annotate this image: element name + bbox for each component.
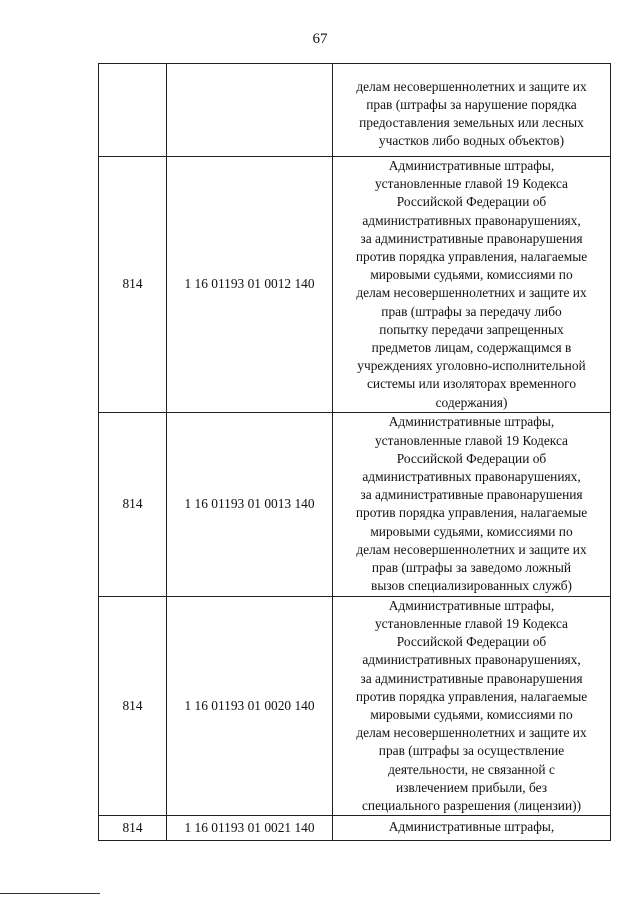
- description-cell: [333, 816, 611, 841]
- description-line: Административные штрафы,: [388, 597, 555, 613]
- description-line: установленные главой 19 Кодекса: [374, 176, 569, 192]
- description-line: прав (штрафы за заведомо ложный: [371, 559, 572, 575]
- description-line: прав (штрафы за нарушение порядка: [366, 96, 577, 112]
- description-line: против порядка управления, налагаемые: [355, 688, 588, 704]
- description-line: против порядка управления, налагаемые: [355, 505, 588, 521]
- description-line: Административные штрафы,: [388, 158, 555, 173]
- description-line: делам несовершеннолетних и защите их: [356, 285, 587, 301]
- description-line: извлечением прибыли, без: [395, 779, 548, 795]
- description-line: административных правонарушениях,: [362, 212, 581, 228]
- description-cell: [333, 412, 611, 596]
- description-line: вызов специализированных служб): [371, 578, 572, 594]
- table-row: [99, 412, 611, 596]
- description-line: участков либо водных объектов): [378, 133, 565, 149]
- table-row: [99, 596, 611, 815]
- budget-code-cell: [167, 64, 333, 157]
- description-line: специального разрешения (лицензии)): [361, 798, 582, 814]
- description-line: мировыми судьями, комиссиями по: [370, 523, 573, 539]
- admin-code-cell: 814: [99, 596, 167, 815]
- page-number: 67: [312, 31, 328, 47]
- budget-code-cell: 1 16 01193 01 0020 140: [167, 596, 333, 815]
- description-line: административных правонарушениях,: [362, 652, 581, 668]
- description-line: предметов лицам, содержащимся в: [371, 340, 572, 356]
- description-line: деятельности, не связанной с: [388, 761, 555, 777]
- description-line: Административные штрафы,: [388, 414, 555, 430]
- admin-code-cell: 814: [99, 157, 167, 413]
- admin-code-cell: [99, 64, 167, 157]
- description-line: Российской Федерации об: [396, 634, 547, 650]
- budget-codes-table: [98, 63, 611, 841]
- description-line: прав (штрафы за осуществление: [378, 743, 565, 759]
- admin-code-cell: 814: [99, 412, 167, 596]
- description-line: учреждениях уголовно-исполнительной: [357, 358, 586, 374]
- description-line: административных правонарушениях,: [362, 468, 581, 484]
- description-line: установленные главой 19 Кодекса: [374, 616, 569, 632]
- description-line: делам несовершеннолетних и защите их: [356, 541, 587, 557]
- description-line: за административные правонарушения: [360, 487, 583, 503]
- budget-code-cell: 1 16 01193 01 0021 140: [167, 816, 333, 841]
- budget-code-cell: 1 16 01193 01 0012 140: [167, 157, 333, 413]
- description-line: за административные правонарушения: [360, 670, 583, 686]
- description-line: прав (штрафы за передачу либо: [381, 303, 562, 319]
- budget-code-cell: 1 16 01193 01 0013 140: [167, 412, 333, 596]
- description-line: Российской Федерации об: [396, 450, 547, 466]
- description-line: системы или изоляторах временного: [366, 376, 577, 392]
- description-line: содержания): [435, 394, 508, 410]
- description-line: попытку передачи запрещенных: [379, 321, 564, 337]
- description-line: за административные правонарушения: [360, 230, 583, 246]
- table-row: [99, 64, 611, 157]
- description-cell: [333, 596, 611, 815]
- description-line: мировыми судьями, комиссиями по: [370, 707, 573, 723]
- description-line: Административные штрафы,: [388, 819, 555, 835]
- description-cell: [333, 64, 611, 157]
- description-line: делам несовершеннолетних и защите их: [356, 78, 587, 94]
- footnote-divider: [0, 893, 100, 894]
- table-row: [99, 157, 611, 413]
- description-line: установленные главой 19 Кодекса: [374, 432, 569, 448]
- admin-code-cell: 814: [99, 816, 167, 841]
- description-line: делам несовершеннолетних и защите их: [356, 725, 587, 741]
- description-line: мировыми судьями, комиссиями по: [370, 267, 573, 283]
- description-line: против порядка управления, налагаемые: [355, 249, 588, 265]
- description-cell: [333, 157, 611, 413]
- description-line: Российской Федерации об: [396, 194, 547, 210]
- table-row: [99, 816, 611, 841]
- description-line: предоставления земельных или лесных: [359, 115, 584, 130]
